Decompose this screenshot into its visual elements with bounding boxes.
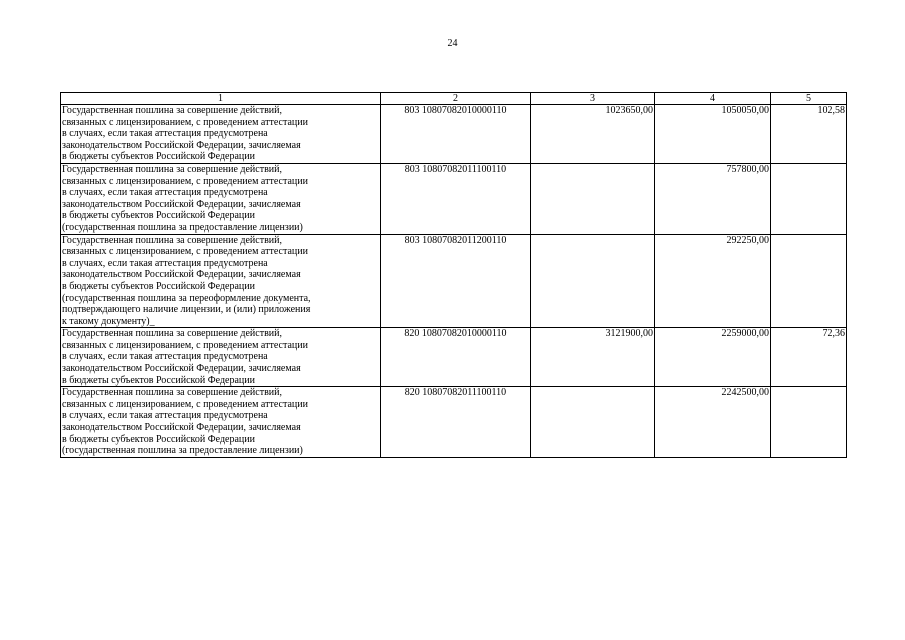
row-value-col4: 292250,00 bbox=[655, 234, 771, 328]
row-value-col3: 3121900,00 bbox=[531, 328, 655, 387]
row-description: Государственная пошлина за совершение действий, связанных с лицензированием, с проведением аттестации в случаях, если такая аттестация предусмотрена законодательством Российской Федерации, зачисляемая в бюджеты субъектов Российской Федерации bbox=[61, 328, 381, 387]
table-row bbox=[61, 163, 847, 234]
row-description: Государственная пошлина за совершение действий, связанных с лицензированием, с проведением аттестации в случаях, если такая аттестация предусмотрена законодательством Российской Федерации, зачисляемая в бюджеты субъектов Российской Федерации bbox=[61, 105, 381, 164]
table-header-row bbox=[61, 93, 847, 105]
row-value-col3 bbox=[531, 163, 655, 234]
row-value-col4: 1050050,00 bbox=[655, 105, 771, 164]
row-value-col4: 2242500,00 bbox=[655, 387, 771, 458]
page-number: 24 bbox=[447, 38, 458, 49]
row-value-col5 bbox=[771, 234, 847, 328]
row-value-col4: 2259000,00 bbox=[655, 328, 771, 387]
column-header-5: 5 bbox=[771, 93, 847, 105]
row-value-col4: 757800,00 bbox=[655, 163, 771, 234]
table-row bbox=[61, 234, 847, 328]
column-header-4: 4 bbox=[655, 93, 771, 105]
row-value-col3: 1023650,00 bbox=[531, 105, 655, 164]
row-budget-code: 803 10807082011200110 bbox=[381, 234, 531, 328]
column-header-3: 3 bbox=[531, 93, 655, 105]
row-value-col5: 102,58 bbox=[771, 105, 847, 164]
row-value-col3 bbox=[531, 234, 655, 328]
row-budget-code: 820 10807082010000110 bbox=[381, 328, 531, 387]
row-budget-code: 803 10807082010000110 bbox=[381, 105, 531, 164]
row-budget-code: 820 10807082011100110 bbox=[381, 387, 531, 458]
revenue-table bbox=[60, 92, 847, 458]
column-header-1: 1 bbox=[61, 93, 381, 105]
table-row bbox=[61, 328, 847, 387]
row-description: Государственная пошлина за совершение действий, связанных с лицензированием, с проведением аттестации в случаях, если такая аттестация предусмотрена законодательством Российской Федерации, зачисляемая в бюджеты субъектов Российской Федерации (государственная пошлина за предоставление лицензии) bbox=[61, 387, 381, 458]
column-header-2: 2 bbox=[381, 93, 531, 105]
table-row bbox=[61, 105, 847, 164]
row-description: Государственная пошлина за совершение действий, связанных с лицензированием, с проведением аттестации в случаях, если такая аттестация предусмотрена законодательством Российской Федерации, зачисляемая в бюджеты субъектов Российской Федерации (государственная пошлина за переоформление документа, подтверждающего наличие лицензии, и (или) приложения к такому документу)_ bbox=[61, 234, 381, 328]
row-description: Государственная пошлина за совершение действий, связанных с лицензированием, с проведением аттестации в случаях, если такая аттестация предусмотрена законодательством Российской Федерации, зачисляемая в бюджеты субъектов Российской Федерации (государственная пошлина за предоставление лицензии) bbox=[61, 163, 381, 234]
row-budget-code: 803 10807082011100110 bbox=[381, 163, 531, 234]
row-value-col5 bbox=[771, 387, 847, 458]
row-value-col5: 72,36 bbox=[771, 328, 847, 387]
row-value-col5 bbox=[771, 163, 847, 234]
row-value-col3 bbox=[531, 387, 655, 458]
table-row bbox=[61, 387, 847, 458]
